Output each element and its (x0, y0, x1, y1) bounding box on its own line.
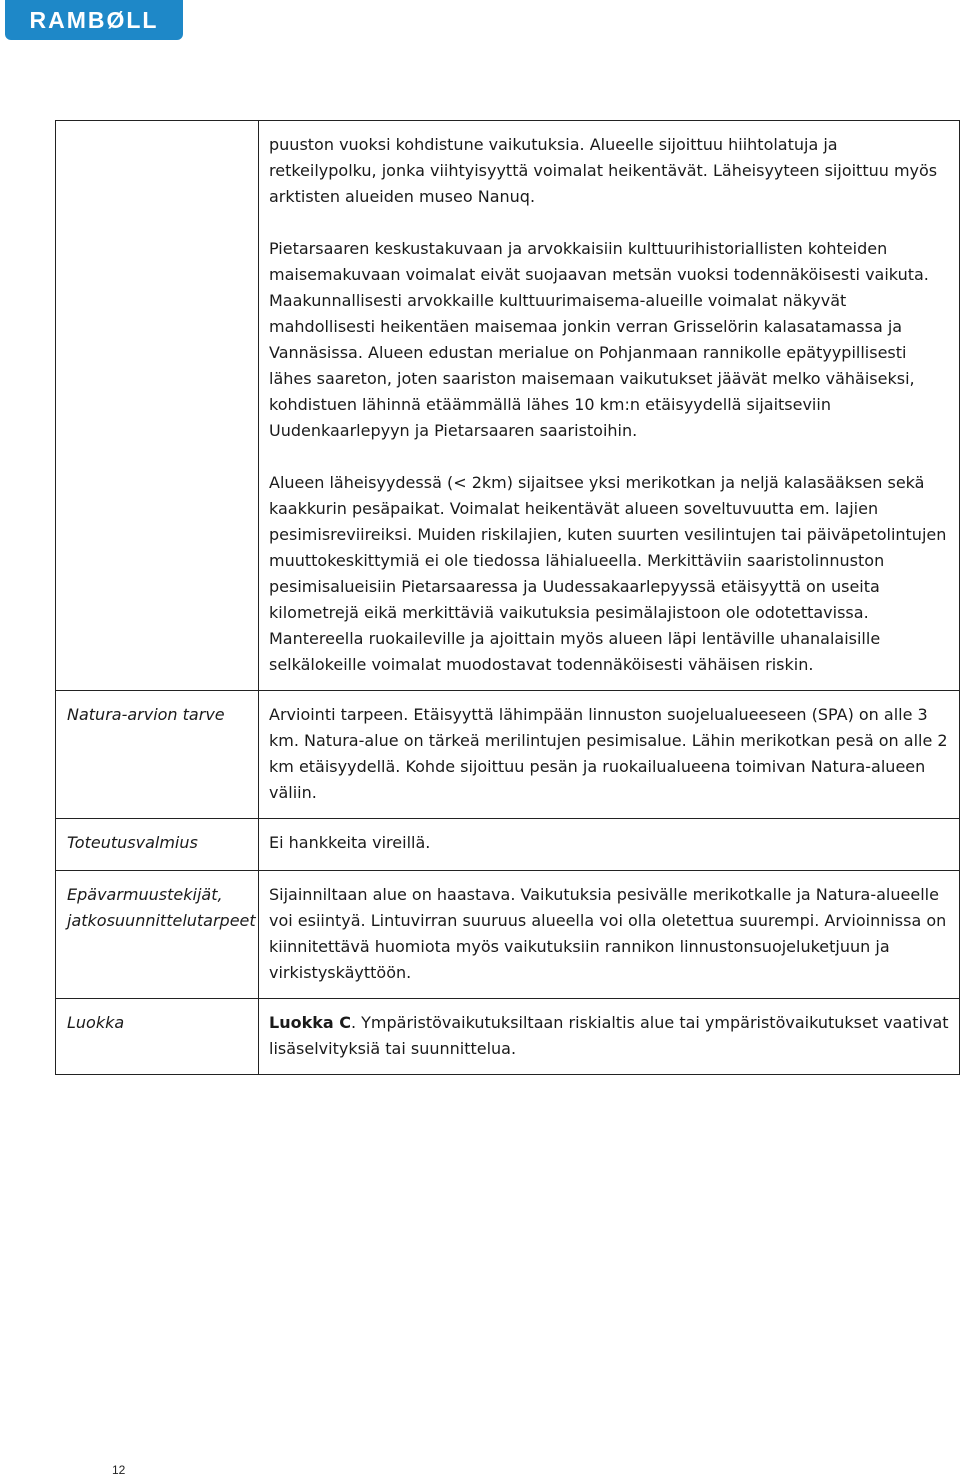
class-description: . Ympäristövaikutuksiltaan riskialtis alue tai ympäristövaikutukset vaativat lisäselvityksiä tai suunnittelua. (269, 1013, 949, 1058)
ramboll-logo (5, 0, 183, 40)
class-cell (259, 999, 960, 1075)
table-row (56, 871, 960, 999)
paragraph-natura: Arviointi tarpeen. Etäisyyttä lähimpään linnuston suojelualueeseen (SPA) on alle 3 km. Natura-alue on tärkeä merilintujen pesimisalue. Lähin merikotkan pesä on alle 2 km etäisyydellä. Kohde sijoittuu pesän ja ruokailualueena toimivan Natura-alueen väliin. (269, 705, 948, 802)
paragraph-recreation: puuston vuoksi kohdistune vaikutuksia. Alueelle sijoittuu hiihtolatuja ja retkeilypolku, jonka viihtyisyyttä voimalat heikentävät. Läheisyyteen sijoittuu myös arktisten alueiden museo Nanuq. (269, 135, 938, 206)
natura-cell (259, 691, 960, 819)
paragraph-uncertainties: Sijainniltaan alue on haastava. Vaikutuksia pesivälle merikotkalle ja Natura-alueelle voi esiintyä. Lintuvirran suuruus alueella voi olla oletettua suurempi. Arvioinnissa on kiinnitettävä huomiota myös vaikutuksiin rannikon linnustonsuojeluketjuun ja virkistyskäyttöön. (269, 885, 947, 982)
paragraph-landscape: Pietarsaaren keskustakuvaan ja arvokkaisiin kulttuurihistoriallisten kohteiden maisemakuvaan voimalat eivät suojaavan metsän vuoksi todennäköisesti vaikuta. Maakunnallisesti arvokkaille kulttuurimaisema-alueille voimalat näkyvät mahdollisesti heikentäen maisemaa jonkin verran Grisselörin kalasatamassa ja Vannäsissa. Alueen edustan merialue on Pohjanmaan rannikolle epätyypillisesti lähes saareton, joten saariston maisemaan vaikutukset jäävät melko vähäiseksi, kohdistuen lähinnä etäämmällä lähes 10 km:n etäisyydellä sijaitseviin Uudenkaarlepyyn ja Pietarsaaren saaristoihin. (269, 239, 929, 440)
impacts-cell (259, 121, 960, 691)
row-label-empty (56, 121, 259, 691)
logo-text: RAMBØLL (29, 7, 159, 33)
table-row (56, 691, 960, 819)
page-number: 12 (112, 1463, 126, 1477)
assessment-table (55, 120, 960, 1075)
uncertainties-cell (259, 871, 960, 999)
paragraph-birds: Alueen läheisyydessä (< 2km) sijaitsee yksi merikotkan ja neljä kalasääksen sekä kaakkurin pesäpaikat. Voimalat heikentävät alueen soveltuvuutta em. lajien pesimisreviireiksi. Muiden riskilajien, kuten suurten vesilintujen tai päiväpetolintujen muuttokeskittymiä ei ole tiedossa lähialueella. Merkittäviin saaristolinnuston pesimisalueisiin Pietarsaaressa ja Uudessakaarlepyyssä etäisyyttä on useita kilometrejä eikä merkittäviä vaikutuksia pesimälajistoon ole odotettavissa. Mantereella ruokaileville ja ajoittain myös alueen läpi lentäville uhanalaisille selkälokeille voimalat muodostavat todennäköisesti vähäisen riskin. (269, 473, 947, 674)
row-label-class: Luokka (56, 999, 259, 1075)
row-label-uncertainties: Epävarmuustekijät, jatkosuunnittelutarpeet (56, 871, 259, 999)
table-row (56, 121, 960, 691)
table-row (56, 819, 960, 871)
paragraph-readiness: Ei hankkeita vireillä. (269, 833, 431, 852)
class-value: Luokka C (269, 1013, 351, 1032)
paragraph-class (269, 1010, 949, 1062)
row-label-readiness: Toteutusvalmius (56, 819, 259, 871)
readiness-cell (259, 819, 960, 871)
table-row (56, 999, 960, 1075)
row-label-natura: Natura-arvion tarve (56, 691, 259, 819)
